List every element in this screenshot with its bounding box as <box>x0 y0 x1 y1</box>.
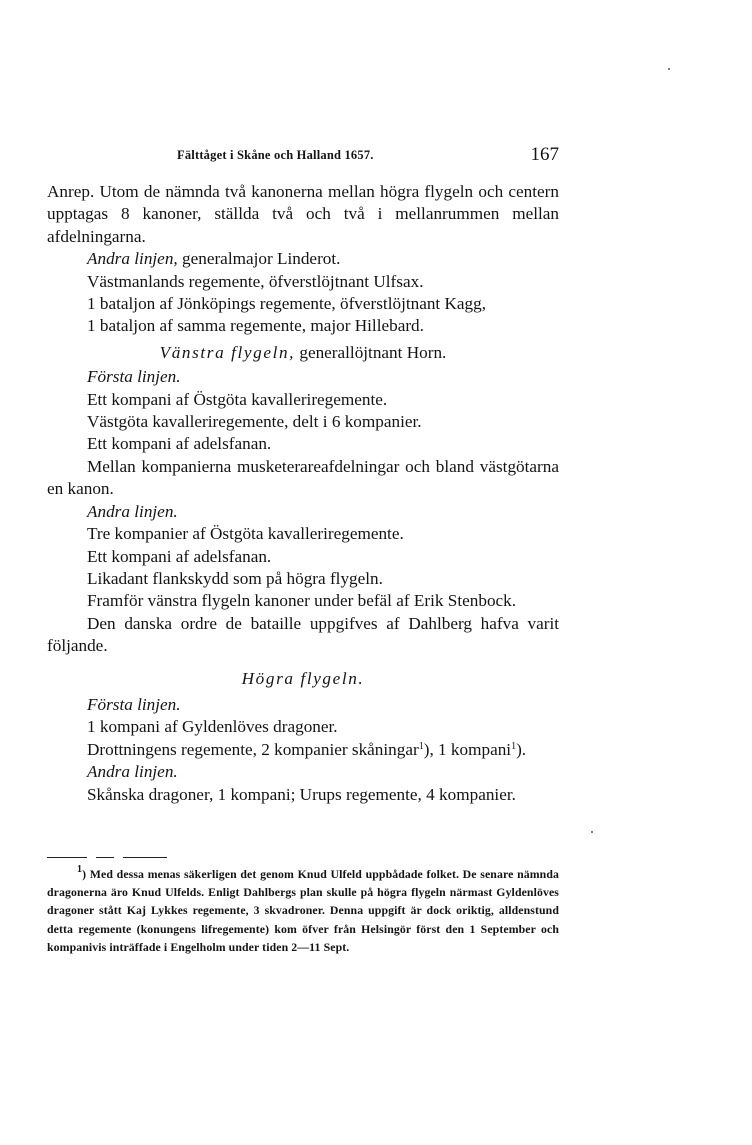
list-line: Likadant flankskydd som på högra flygeln. <box>87 568 383 588</box>
drottningens-text-cont: ), 1 kompani <box>423 739 512 759</box>
footnote <box>47 865 559 956</box>
list-line: 1 kompani af Gyldenlöves dragoner. <box>87 717 338 737</box>
paragraph-mellan: Mellan kompanierna musketerareafdelningar och bland västgötarna en kanon. <box>47 456 559 499</box>
list-line: Ett kompani af adelsfanan. <box>87 434 272 454</box>
drottningens-text-end: ). <box>516 739 527 759</box>
list-line: 1 bataljon af samma regemente, major Hillebard. <box>87 316 424 336</box>
list-line: Västmanlands regemente, öfverstlöjtnant Ulfsax. <box>87 271 424 291</box>
forsta-linjen-heading: Första linjen. <box>87 694 181 714</box>
list-line: 1 bataljon af Jönköpings regemente, öfverstlöjtnant Kagg, <box>87 294 487 314</box>
vanstra-flygeln-commander: generallöjtnant Horn. <box>295 342 447 362</box>
andra-linjen-heading: Andra linjen. <box>87 762 178 782</box>
running-title: Fälttåget i Skåne och Halland 1657. <box>177 148 374 162</box>
footnote-ref: 1 <box>418 740 424 752</box>
footnote-rule <box>123 857 167 858</box>
footnote-marker: 1 <box>77 864 83 875</box>
paragraph-skanska: Skånska dragoner, 1 kompani; Urups regemente, 4 kompanier. <box>87 784 516 804</box>
forsta-linjen-heading: Första linjen. <box>87 367 181 387</box>
andra-linjen-heading: Andra linjen, <box>87 249 178 269</box>
body-text <box>47 181 559 806</box>
footnotes <box>47 865 559 956</box>
paragraph-framfor: Framför vänstra flygeln kanoner under befäl af Erik Stenbock. <box>87 591 517 611</box>
paragraph-drottningens <box>47 739 559 761</box>
vanstra-flygeln-heading <box>47 342 559 364</box>
page-header <box>47 144 559 168</box>
footnote-rule <box>47 857 87 858</box>
list-line: Västgöta kavalleriregemente, delt i 6 kompanier. <box>87 412 422 432</box>
paper-speck <box>668 68 670 70</box>
page-number: 167 <box>530 144 559 165</box>
andra-linjen-commander: generalmajor Linderot. <box>177 249 341 269</box>
list-line: Tre kompanier af Östgöta kavalleriregemente. <box>87 524 404 544</box>
paragraph-anrep: Anrep. Utom de nämnda två kanonerna mellan högra flygeln och centern upptagas 8 kanoner, ställda två och två i mellanrummen mellan afdelningarna. <box>47 182 559 246</box>
drottningens-text: Drottningens regemente, 2 kompanier skåningar <box>87 739 419 759</box>
footnote-text: ) Med dessa menas säkerligen det genom Knud Ulfeld uppbådade folket. De senare nämnda dragonerna äro Knud Ulfelds. Enligt Dahlbergs plan skulle på högra flygeln närmast Gyldenlöves dragoner stått Kaj Lykkes regemente, 3 skvadroner. Denna uppgift är dock oriktig, alldenstund detta regemente (konungens lifregemente) kom öfver från Helsingör först den 1 September och kompanivis inträffade i Engelholm under tiden 2—11 Sept. <box>47 867 559 954</box>
list-line: Ett kompani af Östgöta kavalleriregemente. <box>87 389 388 409</box>
paragraph-danska: Den danska ordre de bataille uppgifves af Dahlberg hafva varit följande. <box>47 613 559 656</box>
vanstra-flygeln-label: Vänstra flygeln, <box>159 342 296 362</box>
footnote-rule <box>96 857 114 858</box>
paper-speck <box>591 831 593 833</box>
hogra-flygeln-heading: Högra flygeln. <box>241 668 365 688</box>
footnote-ref: 1 <box>511 740 517 752</box>
andra-linjen-entry <box>47 248 559 270</box>
andra-linjen-heading: Andra linjen. <box>87 501 178 521</box>
list-line: Ett kompani af adelsfanan. <box>87 546 272 566</box>
